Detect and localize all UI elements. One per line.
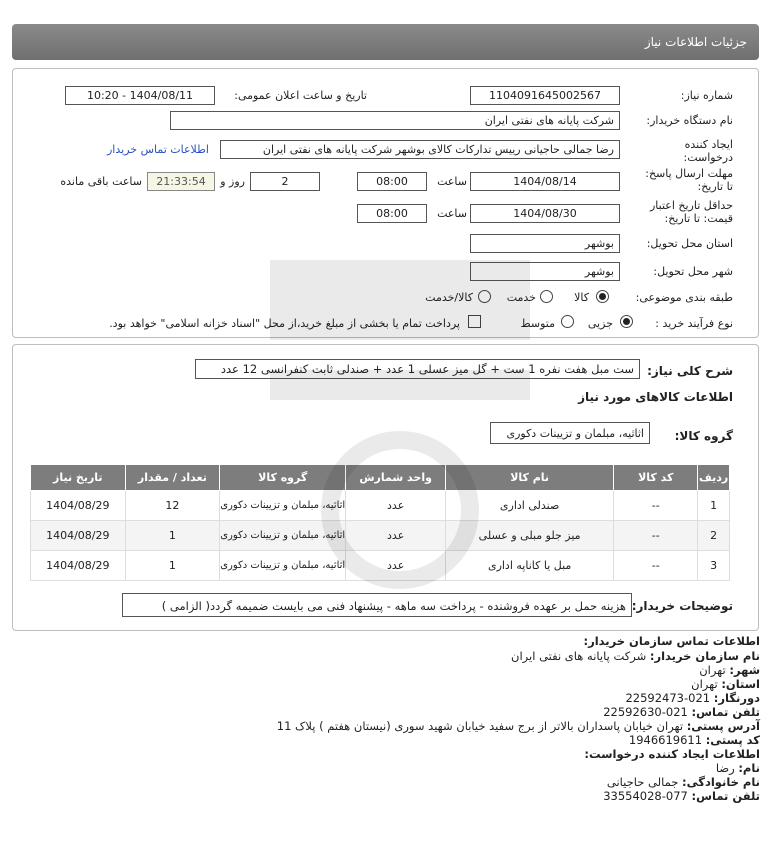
col-qty: تعداد / مقدار [125, 465, 220, 491]
process-minor-label: جزیی [587, 317, 613, 330]
table-row [31, 491, 730, 521]
cell-name: صندلی اداری [446, 491, 614, 521]
col-unit: واحد شمارش [346, 465, 446, 491]
province-field: بوشهر [470, 234, 620, 253]
treasury-note: پرداخت تمام یا بخشی از مبلغ خرید،از محل "اسناد خزانه اسلامی" خواهد بود. [109, 317, 460, 330]
cell-row: 3 [698, 551, 730, 581]
remaining-time-field: 21:33:54 [147, 172, 215, 191]
buyer-field: شرکت پایانه های نفتی ایران [170, 111, 620, 130]
cell-qty: 1 [125, 521, 220, 551]
validity-label: حداقل تاریخ اعتبار قیمت: تا تاریخ: [649, 199, 733, 225]
col-date: تاریخ نیاز [31, 465, 126, 491]
need-number-field: 1104091645002567 [470, 86, 620, 105]
cell-unit: عدد [346, 551, 446, 581]
cell-group: اثاثیه، مبلمان و تزیینات دکوری [220, 551, 346, 581]
creator-label: ایجاد کننده درخواست: [683, 138, 733, 164]
deadline-time-label: ساعت [437, 175, 467, 188]
process-medium-label: متوسط [520, 317, 555, 330]
cell-unit: عدد [346, 521, 446, 551]
category-both-label: کالا/خدمت [425, 291, 473, 304]
deadline-date-field: 1404/08/14 [470, 172, 620, 191]
city-label: شهر محل تحویل: [653, 265, 733, 278]
cell-date: 1404/08/29 [31, 521, 126, 551]
creator-family: نام خانوادگی: جمالی حاجیانی [606, 775, 760, 789]
cell-unit: عدد [346, 491, 446, 521]
buyer-label: نام دستگاه خریدار: [646, 114, 733, 127]
process-minor-radio[interactable] [620, 315, 633, 328]
table-row [31, 521, 730, 551]
category-both-radio[interactable] [478, 290, 491, 303]
validity-date-field: 1404/08/30 [470, 204, 620, 223]
cell-code: -- [614, 551, 698, 581]
buyer-notes-label: توضیحات خریدار: [631, 599, 733, 613]
validity-time-field: 08:00 [357, 204, 427, 223]
page-title: جزئیات اطلاعات نیاز [644, 35, 747, 49]
validity-time-label: ساعت [437, 207, 467, 220]
items-table [30, 464, 730, 581]
deadline-time-field: 08:00 [357, 172, 427, 191]
page-header [12, 24, 759, 60]
summary-field: ست مبل هفت نفره 1 ست + گل میز عسلی 1 عدد + صندلی ثابت کنفرانسی 12 عدد [195, 359, 640, 379]
category-goods-label: کالا [574, 291, 589, 304]
col-group: گروه کالا [220, 465, 346, 491]
deadline-label: مهلت ارسال پاسخ: تا تاریخ: [645, 167, 733, 193]
cell-group: اثاثیه، مبلمان و تزیینات دکوری [220, 491, 346, 521]
announce-field: 1404/08/11 - 10:20 [65, 86, 215, 105]
summary-label: شرح کلی نیاز: [647, 364, 733, 378]
category-goods-radio[interactable] [596, 290, 609, 303]
contact-postal: کد پستی: 1946619611 [628, 733, 760, 747]
cell-qty: 1 [125, 551, 220, 581]
contact-province: استان: تهران [691, 677, 760, 691]
province-label: استان محل تحویل: [646, 237, 733, 250]
goods-title: اطلاعات کالاهای مورد نیاز [578, 390, 733, 404]
days-remaining-field: 2 [250, 172, 320, 191]
contact-org: نام سازمان خریدار: شرکت پایانه های نفتی ایران [511, 649, 760, 663]
creator-info-title: اطلاعات ایجاد کننده درخواست: [584, 747, 760, 761]
days-label: روز و [220, 175, 245, 188]
category-service-label: خدمت [506, 291, 536, 304]
col-row: ردیف [698, 465, 730, 491]
buyer-notes-field: هزینه حمل بر عهده فروشنده - پرداخت سه ماهه - پیشنهاد فنی می بایست ضمیمه گردد( الزامی ) [122, 593, 632, 617]
contact-phone: تلفن تماس: 021-22592630 [603, 705, 760, 719]
process-medium-radio[interactable] [561, 315, 574, 328]
creator-name: نام: رضا [715, 761, 760, 775]
announce-label: تاریخ و ساعت اعلان عمومی: [234, 89, 367, 102]
contact-city: شهر: تهران [699, 663, 760, 677]
cell-code: -- [614, 491, 698, 521]
cell-name: مبل یا کاناپه اداری [446, 551, 614, 581]
group-label: گروه کالا: [674, 429, 733, 443]
city-field: بوشهر [470, 262, 620, 281]
treasury-checkbox[interactable] [468, 315, 481, 328]
buyer-contact-link[interactable]: اطلاعات تماس خریدار [107, 143, 209, 156]
table-row [31, 551, 730, 581]
cell-code: -- [614, 521, 698, 551]
col-name: نام کالا [446, 465, 614, 491]
cell-row: 1 [698, 491, 730, 521]
cell-date: 1404/08/29 [31, 551, 126, 581]
contact-address: آدرس پستی: تهران خیابان پاسداران بالاتر از برج سفید خیابان شهید سوری (نیستان هفتم ) پلاک 11 [276, 719, 760, 733]
creator-phone: تلفن تماس: 077-33554028 [603, 789, 760, 803]
creator-field: رضا جمالی حاجیانی رییس تداركات كالای بوشهر شرکت پایانه های نفتی ایران [220, 140, 620, 159]
table-header-row [31, 465, 730, 491]
cell-row: 2 [698, 521, 730, 551]
contact-fax: دورنگار: 021-22592473 [625, 691, 760, 705]
cell-name: میز جلو مبلی و عسلی [446, 521, 614, 551]
process-label: نوع فرآیند خرید : [655, 317, 733, 330]
group-field: اثاثیه، مبلمان و تزیینات دکوری [490, 422, 650, 444]
remaining-label: ساعت باقی مانده [60, 175, 142, 188]
cell-date: 1404/08/29 [31, 491, 126, 521]
cell-qty: 12 [125, 491, 220, 521]
cell-group: اثاثیه، مبلمان و تزیینات دکوری [220, 521, 346, 551]
category-service-radio[interactable] [540, 290, 553, 303]
contact-title: اطلاعات تماس سازمان خریدار: [583, 634, 760, 648]
need-number-label: شماره نیاز: [680, 89, 733, 102]
category-label: طبقه بندی موضوعی: [635, 291, 733, 304]
col-code: کد کالا [614, 465, 698, 491]
